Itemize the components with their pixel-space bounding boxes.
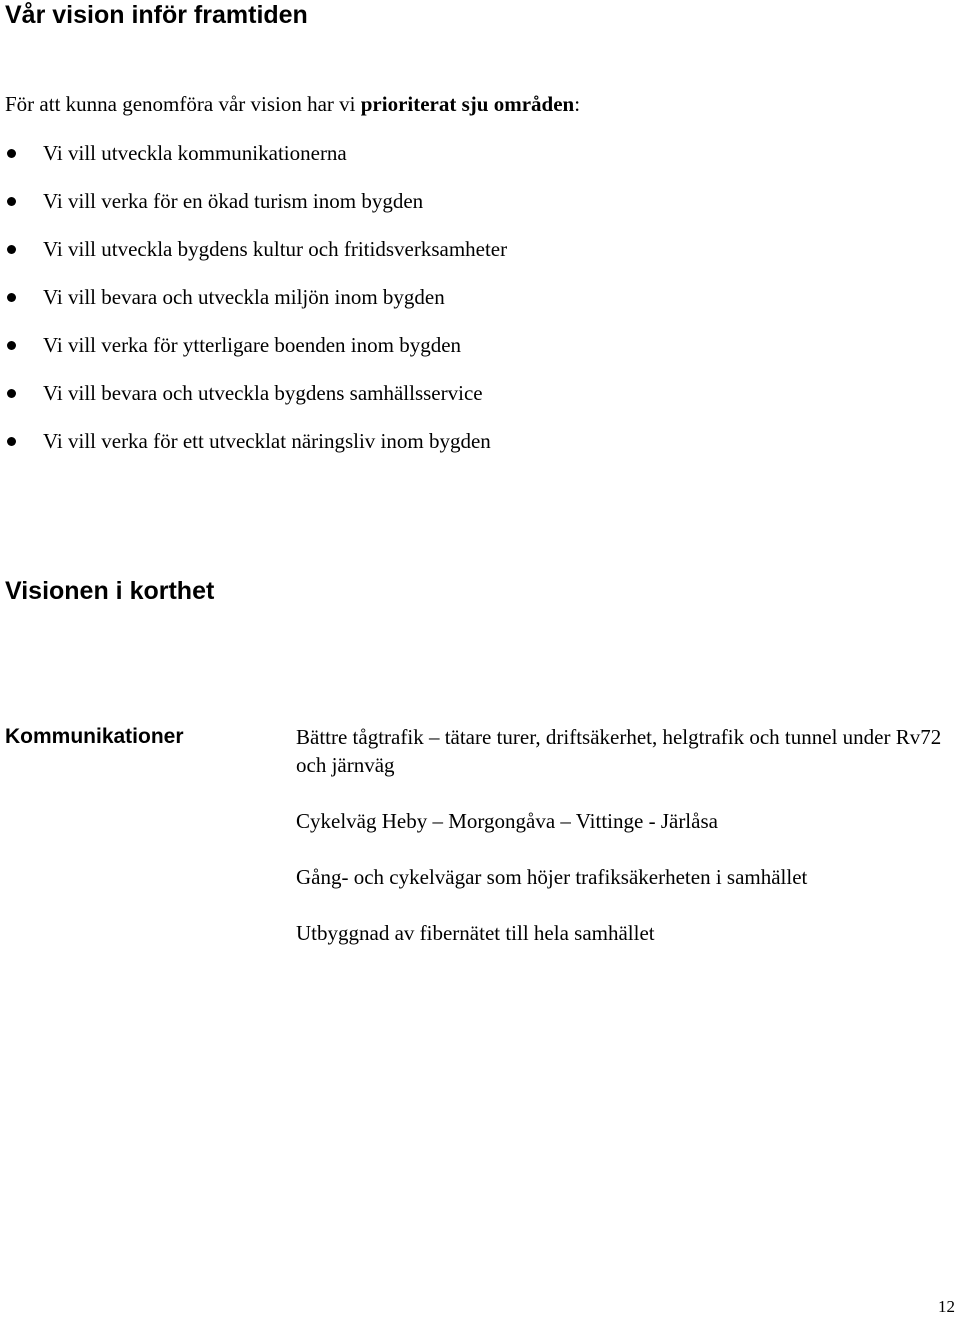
- list-item-text: Vi vill verka för en ökad turism inom bygden: [43, 189, 424, 213]
- list-item-text: Vi vill verka för ytterligare boenden inom bygden: [43, 333, 462, 357]
- bullet-icon: [7, 197, 16, 206]
- intro-text: För att kunna genomföra vår vision har vi: [5, 92, 361, 116]
- section-heading-vision: Vår vision inför framtiden: [5, 1, 308, 29]
- intro-colon: :: [574, 92, 581, 116]
- list-item-text: Vi vill bevara och utveckla miljön inom bygden: [43, 285, 445, 309]
- bullet-icon: [7, 341, 16, 350]
- bullet-icon: [7, 293, 16, 302]
- list-item-text: Vi vill bevara och utveckla bygdens samhällsservice: [43, 381, 483, 405]
- bullet-icon: [7, 245, 16, 254]
- list-item-text: Vi vill utveckla kommunikationerna: [43, 141, 347, 165]
- communications-item: Cykelväg Heby – Morgongåva – Vittinge - Järlåsa: [296, 809, 718, 833]
- communications-item: Bättre tågtrafik – tätare turer, driftsäkerhet, helgtrafik och tunnel under Rv72 och järnväg: [296, 725, 942, 777]
- bullet-icon: [7, 149, 16, 158]
- list-item-text: Vi vill verka för ett utvecklat näringsliv inom bygden: [43, 429, 491, 453]
- communications-item: Gång- och cykelvägar som höjer trafiksäkerheten i samhället: [296, 865, 808, 889]
- bullet-icon: [7, 437, 16, 446]
- communications-item: Utbyggnad av fibernätet till hela samhället: [296, 921, 655, 945]
- page-number: 12: [938, 1297, 955, 1316]
- bullet-icon: [7, 389, 16, 398]
- section-heading-summary: Visionen i korthet: [5, 577, 215, 605]
- intro-paragraph: [5, 91, 580, 117]
- category-label-communications: Kommunikationer: [5, 725, 184, 748]
- list-item-text: Vi vill utveckla bygdens kultur och fritidsverksamheter: [43, 237, 508, 261]
- intro-emphasis: prioriterat sju områden: [360, 92, 575, 116]
